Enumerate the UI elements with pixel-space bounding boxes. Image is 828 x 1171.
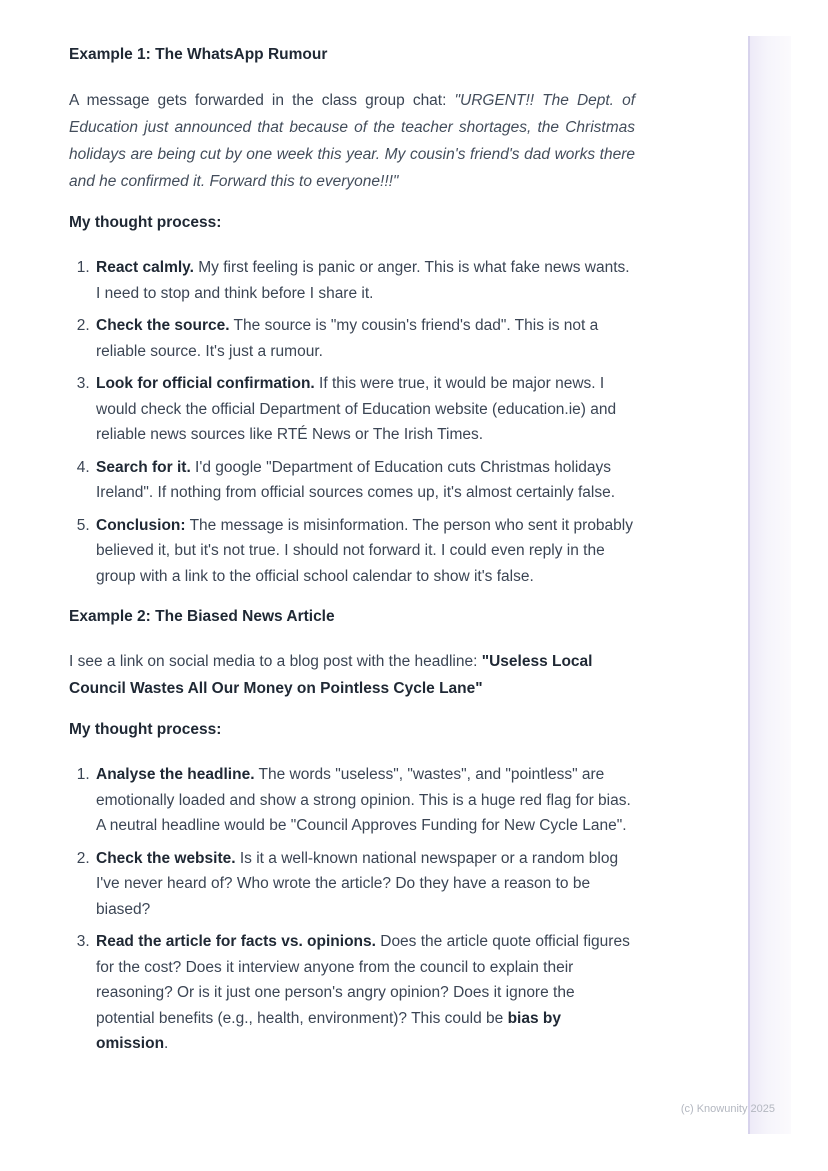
list-item [94, 255, 635, 306]
example2-intro-lead: I see a link on social media to a blog post with the headline: [69, 653, 482, 670]
example2-thought-heading: My thought process: [69, 721, 222, 738]
example2-intro-headline: "Useless Local Council Wastes All Our Money on Pointless Cycle Lane" [69, 653, 593, 697]
step-lead: React calmly. [96, 259, 194, 276]
step-text: If this were true, it would be major news. I would check the official Department of Education website (education.ie) and reliable news sources like RTÉ News or The Irish Times. [96, 375, 617, 443]
example2-steps-list [69, 762, 635, 1057]
step-text: The words "useless", "wastes", and "pointless" are emotionally loaded and show a strong opinion. This is a huge red flag for bias. A neutral headline would be "Council Approves Funding for New Cycle Lane". [96, 766, 631, 834]
list-item [94, 929, 635, 1057]
next-page-edge-strip [748, 36, 791, 1134]
step-lead: Search for it. [96, 458, 191, 476]
list-item [94, 762, 635, 839]
example1-intro-lead: A message gets forwarded in the class group chat: [69, 92, 455, 109]
list-item [94, 313, 635, 364]
step-text: My first feeling is panic or anger. This is what fake news wants. I need to stop and think before I share it. [96, 259, 630, 302]
list-item [94, 371, 635, 448]
step-lead: Read the article for facts vs. opinions. [96, 933, 376, 950]
list-item [94, 513, 635, 590]
example1-intro-paragraph [69, 87, 635, 195]
step-tail: . [164, 1035, 169, 1052]
step-lead: Check the website. [96, 849, 236, 867]
example2-intro-paragraph [69, 649, 635, 702]
knowunity-watermark: (c) Knowunity 2025 [680, 1103, 775, 1115]
example1-intro-quote: "URGENT!! The Dept. of Education just announced that because of the teacher shortages, the Christmas holidays are being cut by one week this year. My cousin's friend's dad works there and he confirmed it. Forward this to everyone!!!" [69, 92, 636, 190]
step-text: I'd google "Department of Education cuts Christmas holidays Ireland". If nothing from official sources comes up, it's almost certainly false. [96, 458, 616, 501]
example1-thought-heading: My thought process: [69, 214, 222, 231]
step-lead: Analyse the headline. [96, 766, 255, 783]
list-item [94, 846, 635, 923]
step-text: Does the article quote official figures for the cost? Does it interview anyone from the council to explain their reasoning? Or is it just one person's angry opinion? Does it ignore the potential benefits (e.g., health, environment)? This could be [96, 933, 630, 1027]
step-text: The message is misinformation. The person who sent it probably believed it, but it's not true. I should not forward it. I could even reply in the group with a link to the official school calendar to show it's false. [96, 516, 633, 585]
document-content [69, 36, 635, 1057]
step-bold-suffix: bias by omission [96, 1009, 561, 1052]
example1-steps-list [69, 255, 635, 589]
step-lead: Check the source. [96, 317, 230, 334]
example2-title: Example 2: The Biased News Article [69, 608, 335, 625]
step-text: The source is "my cousin's friend's dad". This is not a reliable source. It's just a rumour. [96, 317, 599, 360]
step-lead: Conclusion: [96, 516, 186, 534]
step-lead: Look for official confirmation. [96, 375, 315, 392]
example1-title: Example 1: The WhatsApp Rumour [69, 46, 328, 63]
list-item [94, 455, 635, 506]
step-text: Is it a well-known national newspaper or a random blog I've never heard of? Who wrote the article? Do they have a reason to be biased? [96, 849, 619, 918]
